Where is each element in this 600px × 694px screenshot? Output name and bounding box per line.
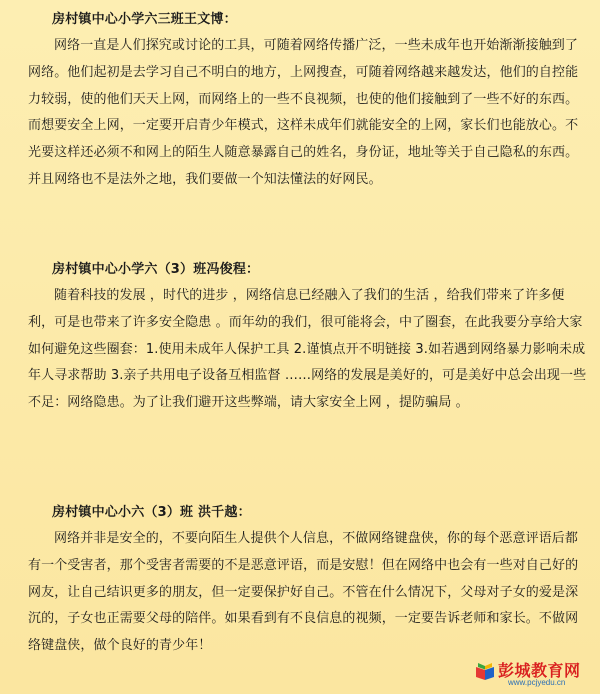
- essay-feng-juncheng: [28, 260, 588, 417]
- book-logo-icon: [474, 660, 496, 682]
- site-watermark: [474, 656, 594, 690]
- essay-author-heading: 房村镇中心小六（3）班 洪千越：: [52, 505, 251, 520]
- essay-author-heading: 房村镇中心小学六三班王文博：: [52, 12, 237, 27]
- watermark-title: 彭城教育网: [498, 661, 581, 680]
- essay-paragraph: 网络一直是人们探究或讨论的工具，可随着网络传播广泛，一些未成年也开始渐渐接触到了网络。他们起初是去学习自己不明白的地方，上网搜查，可随着网络越来越发达，他们的自控能力较弱，使的他们天天上网，而网络上的一些不良视频，也使的他们接触到了一些不好的东西。而想要安全上网，一定要开启青少年模式，这样未成年们就能安全的上网，家长们也能放心。不光要这样还必须不和网上的陌生人随意暴露自己的姓名，身份证，地址等关于自己隐私的东西。并且网络也不是法外之地，我们要做一个知法懂法的好网民。: [28, 38, 579, 187]
- essay-author-heading: 房村镇中心小学六（3）班冯俊程：: [52, 262, 260, 277]
- essay-paragraph: 随着科技的发展 ，时代的进步 ，网络信息已经融入了我们的生活 ，给我们带来了许多便利，可是也带来了许多安全隐患 。而年幼的我们，很可能将会，中了圈套，在此我要分享给大家如何避免这些圈套：1.使用未成年人保护工具 2.谨慎点开不明链接 3.如若遇到网络暴力影响未成年人寻求帮助 3.亲子共用电子设备互相监督 ……网络的发展是美好的，可是美好中总会出现一些不足：网络隐患。为了让我们避开这些弊端，请大家安全上网 ，提防骗局 。: [28, 288, 587, 411]
- essay-paragraph: 网络并非是安全的，不要向陌生人提供个人信息，不做网络键盘侠，你的每个恶意评语后都有一个受害者，那个受害者需要的不是恶意评语，而是安慰！但在网络中也会有一些对自己好的网友，让自己结识更多的朋友，但一定要保护好自己。不管在什么情况下，父母对子女的爱是深沉的，子女也正需要父母的陪伴。如果看到有不良信息的视频，一定要告诉老师和家长。不做网络键盘侠，做个良好的青少年！: [28, 531, 579, 654]
- essay-wang-wenbo: [28, 10, 588, 194]
- watermark-url: www.pcjyedu.cn: [508, 678, 566, 687]
- essay-hong-qianyue: [28, 503, 588, 660]
